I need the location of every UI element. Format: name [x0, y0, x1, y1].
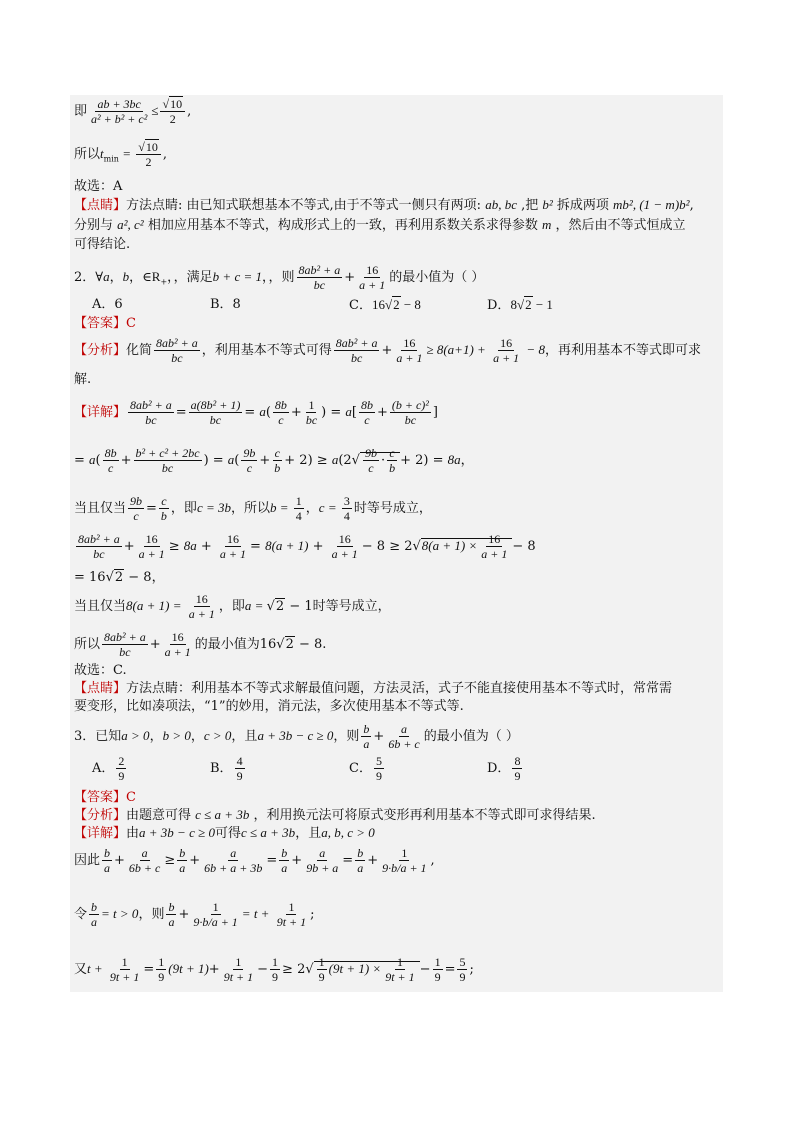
fraction: $\frac{9b}{c}$ [130, 494, 143, 523]
fraction: $\frac{\text{a(8b² + 1)}}{bc}$ [190, 398, 241, 427]
q3-option-c[interactable] [349, 754, 386, 783]
analysis-tag: 【分析】 [74, 808, 127, 823]
fraction: $\frac{b}{a}$ [281, 846, 288, 875]
fraction: $\frac{8b}{c}$ [104, 446, 117, 475]
review-tag: 【点睛】 [74, 198, 127, 213]
fraction: $\frac{b}{a}$ [168, 900, 175, 929]
text: 又 [74, 962, 88, 977]
fraction: $\frac{b}{a}$ [104, 846, 111, 875]
fraction: $\frac{b}{a}$ [357, 846, 364, 875]
fraction: $\frac{1}{9}$ [318, 955, 325, 984]
q2-stem: 2．∀a，b，$\in R_+$，，满足b + c = 1，，则 $\frac{\text{8ab² + a}}{bc}$ + $\frac{16}{a + 1}$ 的最小值为（ ） [74, 263, 485, 292]
text: 即 [74, 104, 88, 119]
text: 方法点睛: 由已知式联想基本不等式,由于不等式一侧只有两项: [126, 198, 486, 213]
text: 解. [74, 372, 92, 387]
text: ，然后由不等式恒成立 [551, 218, 686, 233]
text: 由 [126, 826, 140, 841]
text: ，再利用基本不等式即可求 [544, 343, 701, 358]
fraction: $\frac{\text{8ab² + a}}{bc}$ [298, 263, 341, 292]
fraction: $\frac{8b}{c}$ [360, 398, 373, 427]
fraction: $\frac{1}{9t + 1}$ [223, 955, 254, 984]
fraction: $\frac{16}{a + 1}$ [359, 263, 386, 292]
q3-answer [74, 790, 136, 806]
text: ，即 [218, 599, 245, 614]
text: 的最小值为（ ） [423, 729, 519, 744]
text: 方法点睛：利用基本不等式求解最值问题，方法灵活，式子不能直接使用基本不等式时，常常需 [126, 681, 673, 696]
review-tag: 【点睛】 [74, 681, 127, 696]
fraction: $\frac{16}{a + 1}$ [493, 336, 520, 365]
solution-line-2: 所以$t_{min}$ = $\frac{√10}{2}$ , [74, 140, 167, 169]
fraction: $\frac{b}{a}$ [363, 722, 370, 751]
text: 因此 [74, 853, 101, 868]
detail-tag: 【详解】 [74, 405, 127, 420]
answer-value: C [126, 316, 136, 331]
fraction: $\frac{c}{b}$ [160, 494, 167, 523]
review-line-3 [74, 237, 130, 253]
fraction: $\frac{a}{9b + a}$ [306, 846, 339, 875]
fraction: $\frac{1}{9\cdot b/a + 1}$ [193, 900, 238, 929]
fraction: $\frac{√10}{2}$ [160, 97, 185, 126]
text: 可得 [214, 826, 241, 841]
text: 的最小值为（ ） [389, 270, 485, 285]
choose-line [74, 179, 122, 195]
text: ，且 [295, 826, 322, 841]
fraction: $\frac{3}{4}$ [343, 494, 350, 523]
fraction: $\frac{5}{9}$ [375, 754, 382, 783]
fraction: $\frac{1}{9t + 1}$ [109, 955, 140, 984]
choose-c: 故选：C. [74, 663, 127, 678]
option-label: A．6 [92, 297, 123, 312]
text: 3．已知 [74, 729, 122, 744]
option-label: D． [487, 298, 511, 313]
q2-detail-3: 当且仅当 $\frac{9b}{c}$ = $\frac{c}{b}$ ，即c = 3b，所以b = $\frac{1}{4}$ ，c = $\frac{3}{4}$ 时等号成立， [74, 494, 432, 523]
text: ，则 [268, 270, 295, 285]
q3-option-d[interactable] [487, 754, 524, 783]
option-label: C． [349, 761, 372, 776]
fraction: $\frac{16}{a + 1}$ [164, 630, 191, 659]
text: 化简 [126, 343, 153, 358]
text: 分别与 [74, 218, 118, 233]
text: 时等号成立， [353, 501, 432, 516]
text: ，所以 [230, 501, 270, 516]
q2-detail-4: $\frac{\text{8ab² + a}}{bc}$ + $\frac{16}{a + 1}$ ≥ 8a + $\frac{16}{a + 1}$ = 8(a + 1) + $\frac{16}{a + 1}$ − 8 ≥ 2√8(a + 1) × $\frac{16}{a + 1}$ − 8 [78, 532, 536, 561]
fraction: $\frac{5}{9}$ [459, 955, 466, 984]
q2-analysis-1: 【分析】化简 $\frac{\text{8ab² + a}}{bc}$ ，利用基本不等式可得 $\frac{\text{8ab² + a}}{bc}$ + $\frac{16}{a + 1}$ ≥ 8(a+1) + $\frac{16}{a + 1}$ − 8，再利用基本不等式即可求 [74, 336, 701, 365]
fraction: $\frac{8b}{c}$ [274, 398, 287, 427]
q3-detail-3: 令 $\frac{b}{a}$ = t > 0，则 $\frac{b}{a}$ + $\frac{1}{9\cdot b/a + 1}$ = t + $\frac{1}{9t + 1}$ ; [74, 900, 315, 929]
fraction: $\frac{16}{a + 1}$ [219, 532, 247, 561]
text: 相加应用基本不等式，构成形式上的一致，再利用系数关系求得参数 [143, 218, 542, 233]
fraction: $\frac{\text{8ab² + a}}{bc}$ [130, 398, 172, 427]
fraction: $\frac{\text{(b + c)²}}{bc}$ [391, 398, 429, 427]
text: ,把 [516, 198, 543, 213]
q2-detail-7: 所以 $\frac{\text{8ab² + a}}{bc}$ + $\frac{16}{a + 1}$ 的最小值为16√2 − 8. [74, 630, 327, 659]
text: 要变形，比如凑项法，“1”的妙用，消元法，多次使用基本不等式等. [74, 699, 464, 714]
option-label: B． [210, 761, 233, 776]
text: 所以 [74, 637, 101, 652]
fraction: $\frac{1}{9t + 1}$ [276, 900, 307, 929]
q2-detail-6: 当且仅当8(a + 1) = $\frac{16}{a + 1}$ ，即a = √2 − 1时等号成立， [74, 592, 391, 621]
option-label: D． [487, 761, 511, 776]
fraction: $\frac{a}{6b + c}$ [388, 722, 420, 751]
fraction: $\frac{9b}{c}$ [364, 446, 377, 475]
text: 2．∀ [74, 270, 104, 285]
q2-detail-5: = 16√2 − 8， [74, 570, 165, 585]
fraction: $\frac{\text{8ab² + a}}{bc}$ [335, 336, 378, 365]
text: ，即 [170, 501, 197, 516]
q2-choose [74, 663, 127, 679]
fraction: $\frac{a}{6b + a + 3b}$ [204, 846, 263, 875]
text: ，则 [138, 907, 165, 922]
text: 当且仅当 [74, 599, 127, 614]
text: ，利用基本不等式可得 [201, 343, 332, 358]
fraction: $\frac{b}{a}$ [91, 900, 98, 929]
fraction: $\frac{1}{bc}$ [305, 398, 318, 427]
q3-option-b[interactable] [210, 754, 247, 783]
fraction: $\frac{ab + 3bc}{\text{a² + b² + c²}}$ [91, 97, 148, 126]
q3-detail-1: 【详解】由a + 3b − c ≥ 0可得c ≤ a + 3b，且a, b, c > 0 [74, 825, 375, 841]
fraction: $\frac{16}{a + 1}$ [396, 336, 423, 365]
fraction: $\frac{16}{a + 1}$ [188, 592, 215, 621]
q2-analysis-2 [74, 372, 91, 388]
fraction: $\frac{\text{b² + c² + 2bc}}{bc}$ [135, 446, 200, 475]
answer-tag: 【答案】 [74, 790, 127, 805]
fraction: $\frac{1}{4}$ [295, 494, 302, 523]
fraction: $\frac{√10}{2}$ [136, 140, 161, 169]
fraction: $\frac{b}{a}$ [179, 846, 186, 875]
q3-detail-4: 又t + $\frac{1}{9t + 1}$ = $\frac{1}{9}$ (9t + 1)+ $\frac{1}{9t + 1}$ − $\frac{1}{9}$ ≥ 2√ $\frac{1}{9}$ (9t + 1) × $\frac{1}{9t + 1}$ − $\frac{1}{9}$ = $\frac{5}{9}$ ; [74, 955, 474, 984]
text: 由题意可得 [126, 808, 196, 823]
text: 拆成两项 [552, 198, 614, 213]
text: ，则 [333, 729, 360, 744]
fraction: $\frac{2}{9}$ [118, 754, 125, 783]
text: 时等号成立， [312, 599, 391, 614]
option-label: B．8 [210, 297, 241, 312]
q2-review-1 [74, 681, 672, 697]
solution-line-1: 即 $\frac{ab + 3bc}{\text{a² + b² + c²}}$ ≤ $\frac{√10}{2}$ , [74, 97, 192, 126]
review-line-1: 【点睛】方法点睛: 由已知式联想基本不等式,由于不等式一侧只有两项: ab, bc ,把 b² 拆成两项 mb², (1 − m)b², [74, 197, 694, 213]
text: 的最小值为 [194, 637, 260, 652]
q2-review-2 [74, 699, 464, 715]
analysis-tag: 【分析】 [74, 343, 127, 358]
q2-detail-2: = a( $\frac{8b}{c}$ + $\frac{\text{b² + c² + 2bc}}{bc}$ ) = a( $\frac{9b}{c}$ + $\frac{c}{b}$ + 2) ≥ a(2√ $\frac{9b}{c}$ · $\frac{c}{b}$ + 2) = 8a， [74, 446, 474, 475]
q3-analysis: 【分析】由题意可得 c ≤ a + 3b ，利用换元法可将原式变形再利用基本不等式即可求得结果. [74, 807, 596, 823]
text: ， [305, 501, 319, 516]
q2-option-d[interactable]: D．8√2 − 1 [487, 297, 553, 313]
fraction: $\frac{16}{a + 1}$ [331, 532, 358, 561]
fraction: $\frac{8}{9}$ [514, 754, 521, 783]
q2-option-a[interactable] [92, 297, 123, 313]
q2-detail-1: 【详解】 $\frac{\text{8ab² + a}}{bc}$ = $\frac{\text{a(8b² + 1)}}{bc}$ = a( $\frac{8b}{c}$ + $\frac{1}{bc}$ ) = a[ $\frac{8b}{c}$ + $\frac{\text{(b + c)²}}{bc}$ ] [74, 398, 438, 427]
fraction: $\frac{a}{6b + c}$ [128, 846, 161, 875]
option-label: C． [349, 298, 372, 313]
fraction: $\frac{1}{9}$ [272, 955, 279, 984]
choose-a: 故选：A [74, 179, 123, 194]
q3-option-a[interactable] [92, 754, 128, 783]
fraction: $\frac{c}{b}$ [274, 446, 281, 475]
fraction: $\frac{c}{b}$ [389, 446, 396, 475]
q2-answer [74, 316, 136, 332]
text: 当且仅当 [74, 501, 127, 516]
text: ，利用换元法可将原式变形再利用基本不等式即可求得结果. [249, 808, 596, 823]
detail-tag: 【详解】 [74, 826, 127, 841]
text: ，且 [231, 729, 258, 744]
fraction: $\frac{9b}{c}$ [243, 446, 256, 475]
option-label: A． [92, 761, 115, 776]
fraction: $\frac{\text{8ab² + a}}{bc}$ [156, 336, 198, 365]
fraction: $\frac{1}{9}$ [434, 955, 441, 984]
fraction: $\frac{16}{a + 1}$ [481, 532, 508, 561]
answer-tag: 【答案】 [74, 316, 127, 331]
fraction: $\frac{4}{9}$ [236, 754, 243, 783]
fraction: $\frac{1}{9t + 1}$ [385, 955, 415, 984]
fraction: $\frac{\text{8ab² + a}}{bc}$ [104, 630, 146, 659]
q3-stem: 3．已知a > 0，b > 0，c > 0，且a + 3b − c ≥ 0，则 $\frac{b}{a}$ + $\frac{a}{6b + c}$ 的最小值为（ ） [74, 722, 519, 751]
fraction: $\frac{\text{8ab² + a}}{bc}$ [78, 532, 120, 561]
q3-detail-2: 因此 $\frac{b}{a}$ + $\frac{a}{6b + c}$ ≥ $\frac{b}{a}$ + $\frac{a}{6b + a + 3b}$ = $\frac{b}{a}$ + $\frac{a}{9b + a}$ = $\frac{b}{a}$ + $\frac{1}{9\cdot b/a + 1}$ , [74, 846, 435, 875]
text: 令 [74, 907, 88, 922]
answer-value: C [126, 790, 136, 805]
text: ，满足 [173, 270, 213, 285]
q2-option-c[interactable]: C．16√2 − 8 [349, 297, 421, 313]
review-line-2: 分别与 a², c² 相加应用基本不等式，构成形式上的一致，再利用系数关系求得参数 m ，然后由不等式恒成立 [74, 217, 686, 233]
fraction: $\frac{16}{a + 1}$ [138, 532, 165, 561]
text: 可得结论. [74, 237, 131, 252]
fraction: $\frac{1}{9\cdot b/a + 1}$ [382, 846, 427, 875]
text: 所以 [74, 147, 101, 162]
fraction: $\frac{1}{9}$ [158, 955, 165, 984]
q2-option-b[interactable] [210, 297, 241, 313]
